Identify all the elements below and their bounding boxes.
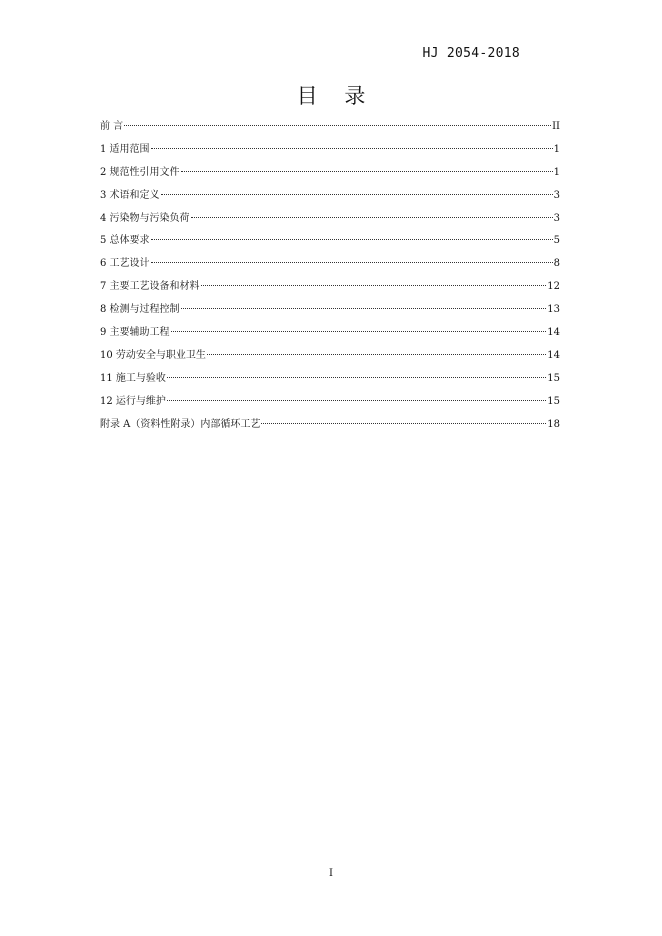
toc-entry-page: 1 (553, 166, 560, 178)
toc-entry[interactable] (100, 162, 560, 185)
toc-entry-label: 附录 A（资料性附录）内部循环工艺 (100, 418, 261, 430)
toc-entry-label: 前 言 (100, 121, 124, 132)
toc-title: 目 录 (296, 84, 376, 108)
toc-leader-dots (167, 400, 546, 401)
toc-entry[interactable] (100, 139, 560, 162)
toc-leader-dots (171, 331, 547, 332)
toc-entry-label: 7 主要工艺设备和材料 (100, 281, 200, 293)
toc-entry-label: 5 总体要求 (100, 235, 150, 247)
toc-leader-dots (124, 125, 551, 126)
toc-entry-label: 8 检测与过程控制 (100, 304, 180, 316)
toc-entry[interactable] (100, 185, 560, 208)
toc-entry-page: 5 (553, 235, 560, 247)
table-of-contents (100, 116, 560, 436)
toc-entry-page: 8 (553, 258, 560, 270)
toc-entry-page: II (552, 121, 560, 132)
page-number: I (329, 868, 333, 879)
toc-entry-page: 12 (547, 281, 560, 293)
toc-entry[interactable] (100, 276, 560, 299)
toc-leader-dots (151, 239, 553, 240)
toc-entry[interactable] (100, 299, 560, 322)
toc-leader-dots (261, 423, 546, 424)
toc-entry-page: 13 (547, 304, 560, 316)
toc-leader-dots (167, 377, 546, 378)
toc-entry-label: 10 劳动安全与职业卫生 (100, 349, 206, 361)
toc-leader-dots (161, 194, 553, 195)
toc-entry-page: 15 (547, 372, 560, 384)
toc-entry-label: 2 规范性引用文件 (100, 166, 180, 178)
toc-entry[interactable] (100, 253, 560, 276)
toc-entry[interactable] (100, 230, 560, 253)
toc-entry-label: 9 主要辅助工程 (100, 327, 170, 339)
toc-leader-dots (181, 171, 553, 172)
toc-entry[interactable] (100, 322, 560, 345)
toc-entry-page: 1 (553, 143, 560, 155)
toc-entry-label: 11 施工与验收 (100, 372, 166, 384)
toc-entry-page: 14 (547, 327, 560, 339)
toc-entry-label: 12 运行与维护 (100, 395, 166, 407)
toc-entry-label: 6 工艺设计 (100, 258, 150, 270)
toc-entry-page: 15 (547, 395, 560, 407)
document-code: HJ 2054-2018 (422, 46, 520, 61)
toc-leader-dots (207, 354, 546, 355)
toc-entry-page: 14 (547, 349, 560, 361)
toc-entry[interactable] (100, 345, 560, 368)
toc-entry-page: 3 (553, 189, 560, 201)
toc-leader-dots (201, 285, 547, 286)
toc-entry-label: 3 术语和定义 (100, 189, 160, 201)
toc-entry[interactable] (100, 391, 560, 414)
toc-entry[interactable] (100, 208, 560, 231)
toc-entry-page: 3 (553, 212, 560, 224)
toc-leader-dots (151, 262, 553, 263)
toc-entry-page: 18 (547, 418, 560, 430)
toc-leader-dots (191, 217, 553, 218)
toc-entry[interactable] (100, 116, 560, 139)
toc-leader-dots (181, 308, 547, 309)
toc-entry-label: 4 污染物与污染负荷 (100, 212, 190, 224)
toc-entry[interactable] (100, 368, 560, 391)
toc-entry-label: 1 适用范围 (100, 143, 150, 155)
toc-leader-dots (151, 148, 553, 149)
toc-entry[interactable] (100, 414, 560, 437)
